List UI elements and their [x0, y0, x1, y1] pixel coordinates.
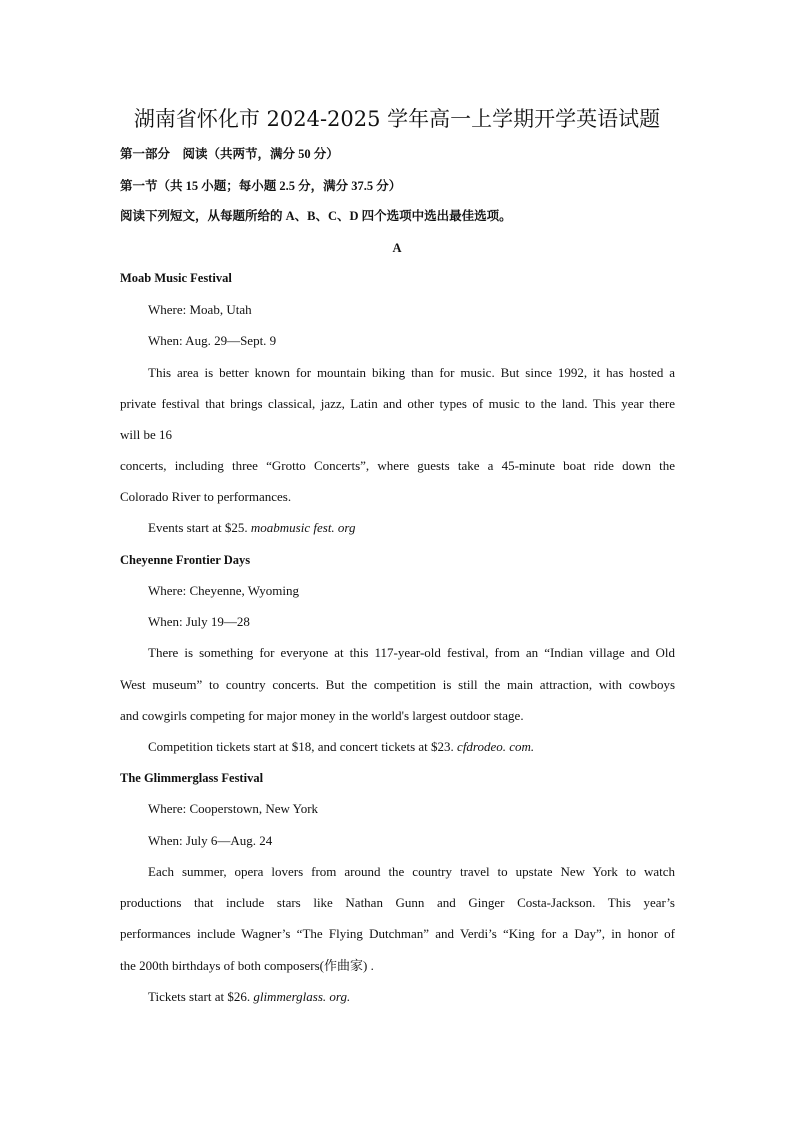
festival-desc-line: productions that include stars like Nathan Gunn and Ginger Costa-Jackson. This year’s — [120, 895, 675, 910]
festival-when-moab: When: Aug. 29—Sept. 9 — [148, 333, 277, 348]
festival-price-cheyenne — [148, 739, 675, 755]
festival-desc-line: the 200th birthdays of both composers(作曲家) . — [120, 958, 374, 973]
festival-price-moab — [148, 520, 675, 536]
festival-when-glimmerglass: When: July 6—Aug. 24 — [148, 833, 273, 848]
festival-when-cheyenne: When: July 19—28 — [148, 614, 250, 629]
instructions: 阅读下列短文，从每题所给的 A、B、C、D 四个选项中选出最佳选项。 — [120, 209, 512, 223]
part-heading: 第一部分 阅读（共两节，满分 50 分） — [120, 147, 339, 161]
price-text: Tickets start at $26. — [148, 989, 251, 1004]
passage-label: A — [392, 241, 402, 255]
festival-desc-line: There is something for everyone at this 117-year-old festival, from an “Indian village and Old — [148, 645, 675, 660]
festival-where-moab: Where: Moab, Utah — [148, 302, 252, 317]
festival-desc-line: Each summer, opera lovers from around the country travel to upstate New York to watch — [148, 864, 675, 879]
section-heading: 第一节（共 15 小题；每小题 2.5 分，满分 37.5 分） — [120, 179, 402, 193]
festival-desc-line: West museum” to country concerts. But the competition is still the main attraction, with cowboys — [120, 677, 675, 692]
festival-desc-line: Colorado River to performances. — [120, 489, 292, 504]
festival-desc-line: This area is better known for mountain biking than for music. But since 1992, it has hosted a — [148, 365, 675, 380]
festival-desc-line: performances include Wagner’s “The Flying Dutchman” and Verdi’s “King for a Day”, in honor of — [120, 926, 675, 941]
festival-desc-line: concerts, including three “Grotto Concerts”, where guests take a 45-minute boat ride down the — [120, 458, 675, 473]
website-text: glimmerglass. org. — [253, 989, 351, 1004]
festival-desc-line: and cowgirls competing for major money in the world's largest outdoor stage. — [120, 708, 524, 723]
price-text: Events start at $25. — [148, 520, 248, 535]
festival-name-glimmerglass: The Glimmerglass Festival — [120, 771, 264, 785]
festival-name-cheyenne: Cheyenne Frontier Days — [120, 553, 251, 567]
festival-desc-line: will be 16 — [120, 427, 172, 442]
document-title: 湖南省怀化市 2024-2025 学年高一上学期开学英语试题 — [133, 107, 661, 131]
festival-name-moab: Moab Music Festival — [120, 271, 232, 285]
price-text: Competition tickets start at $18, and concert tickets at $23. — [148, 739, 454, 754]
website-text: cfdrodeo. com. — [457, 739, 535, 754]
festival-price-glimmerglass — [148, 989, 675, 1005]
festival-desc-line: private festival that brings classical, jazz, Latin and other types of music to the land. This year there — [120, 396, 675, 411]
website-text: moabmusic fest. org — [250, 520, 356, 535]
festival-where-glimmerglass: Where: Cooperstown, New York — [148, 801, 319, 816]
festival-where-cheyenne: Where: Cheyenne, Wyoming — [148, 583, 299, 598]
